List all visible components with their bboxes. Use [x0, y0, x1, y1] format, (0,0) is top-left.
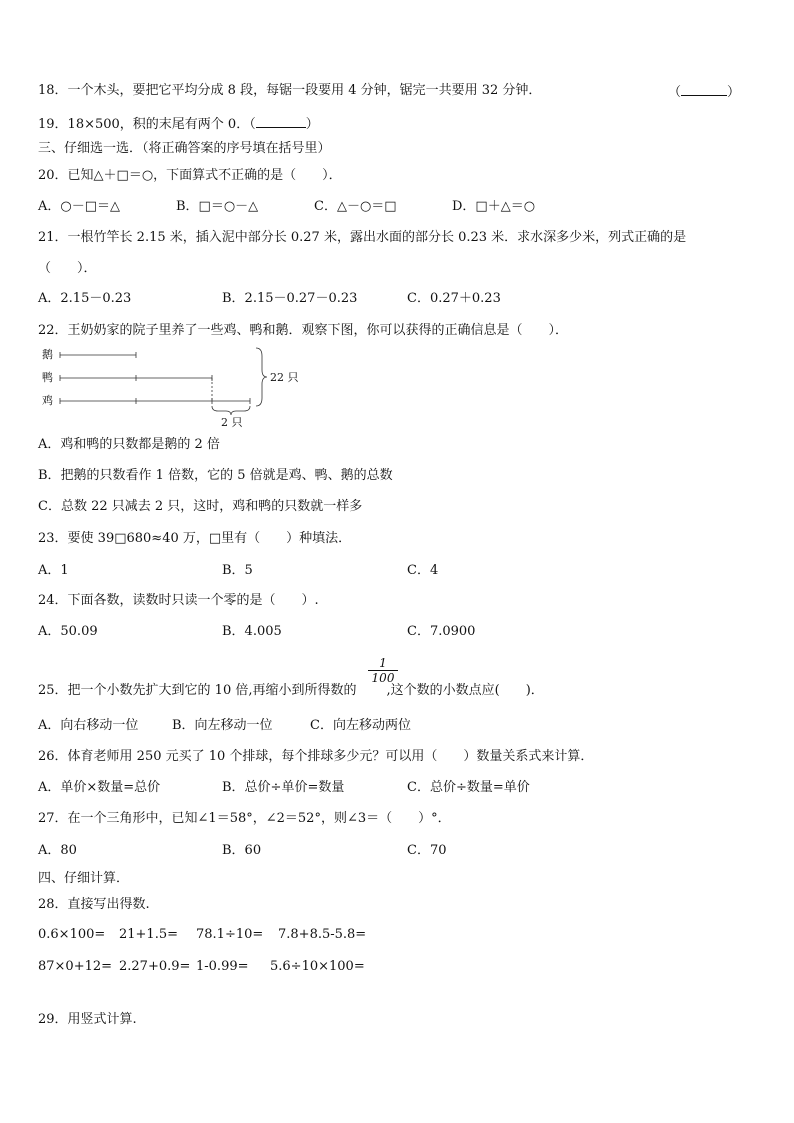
diagram-label-goose: 鹅	[42, 348, 53, 361]
q20-option-a[interactable]: A．○－□＝△	[38, 199, 121, 214]
q25-option-a[interactable]: A．向右移动一位	[38, 718, 139, 733]
difference-brace	[212, 406, 250, 415]
calc-item: 7.8+8.5-5.8=	[278, 927, 367, 942]
fraction-one-hundredth	[368, 656, 398, 685]
calc-item: 1-0.99=	[196, 959, 249, 974]
diagram-label-duck: 鸭	[42, 371, 53, 384]
question-18	[38, 82, 541, 100]
q27-option-a[interactable]: A．80	[38, 843, 77, 858]
calc-item: 21+1.5=	[119, 927, 179, 942]
q26-option-a[interactable]: A．单价×数量=总价	[38, 780, 161, 795]
diagram-label-chicken: 鸡	[42, 394, 53, 407]
q22-option-c[interactable]: C．总数 22 只减去 2 只，这时，鸡和鸭的只数就一样多	[38, 499, 363, 514]
question-19-answer-blank[interactable]: （ ）	[249, 117, 319, 132]
q21-option-a[interactable]: A．2.15－0.23	[38, 291, 132, 306]
calc-item: 2.27+0.9=	[119, 959, 191, 974]
fraction-denominator: 100	[371, 671, 395, 685]
question-29: 29．用竖式计算.	[38, 1012, 137, 1027]
section-4-heading: 四、仔细计算．	[38, 871, 130, 886]
question-25-text-before: 25．把一个小数先扩大到它的 10 倍,再缩小到所得数的	[38, 683, 357, 698]
question-18-answer-blank[interactable]: （ ）	[668, 82, 740, 102]
q20-option-b[interactable]: B．□＝○－△	[176, 199, 259, 214]
q27-option-c[interactable]: C．70	[407, 843, 447, 858]
goose-segment	[60, 352, 136, 358]
diagram-total-label: 22 只	[270, 371, 298, 384]
total-brace	[256, 348, 267, 406]
q25-option-b[interactable]: B．向左移动一位	[172, 718, 273, 733]
question-18-text: 18．一个木头，要把它平均分成 8 段，每锯一段要用 4 分钟，锯完一共要用 32 分钟．	[38, 83, 542, 98]
question-28: 28．直接写出得数.	[38, 897, 150, 912]
question-21-paren[interactable]: （ ）．	[38, 261, 97, 276]
section-3-heading: 三、仔细选一选．（将正确答案的序号填在括号里）	[38, 141, 331, 156]
q25-option-c[interactable]: C．向左移动两位	[310, 718, 411, 733]
calc-item: 0.6×100=	[38, 927, 106, 942]
q20-option-d[interactable]: D．□＋△＝○	[452, 199, 536, 214]
q23-option-a[interactable]: A．1	[38, 563, 69, 578]
fraction-numerator: 1	[368, 656, 398, 671]
q23-option-c[interactable]: C．4	[407, 563, 439, 578]
q22-option-a[interactable]: A．鸡和鸭的只数都是鹅的 2 倍	[38, 437, 220, 452]
question-27: 27．在一个三角形中，已知∠1＝58°，∠2＝52°，则∠3＝（ ）°．	[38, 811, 451, 826]
q21-option-b[interactable]: B．2.15－0.27－0.23	[222, 291, 358, 306]
calc-item: 5.6÷10×100=	[270, 959, 365, 974]
line-segment-diagram	[38, 344, 298, 432]
question-21: 21．一根竹竿长 2.15 米，插入泥中部分长 0.27 米，露出水面的部分长 0.23 米．求水深多少米，列式正确的是	[38, 230, 687, 245]
question-19-text: 19．18×500，积的末尾有两个 0．	[38, 117, 250, 132]
question-25-text-after: ,这个数的小数点应( )．	[386, 683, 544, 698]
q23-option-b[interactable]: B．5	[222, 563, 253, 578]
q27-option-b[interactable]: B．60	[222, 843, 262, 858]
question-23: 23．要使 39□680≈40 万，□里有（ ）种填法．	[38, 531, 352, 546]
question-26: 26．体育老师用 250 元买了 10 个排球，每个排球多少元？可以用（ ）数量关系式来计算．	[38, 749, 594, 764]
question-20: 20．已知△＋□＝○，下面算式不正确的是（ ）．	[38, 168, 342, 183]
calc-item: 87×0+12=	[38, 959, 113, 974]
q26-option-c[interactable]: C．总价÷数量=单价	[407, 780, 530, 795]
q24-option-c[interactable]: C．7.0900	[407, 624, 476, 639]
calc-item: 78.1÷10=	[196, 927, 264, 942]
q26-option-b[interactable]: B．总价÷单价=数量	[222, 780, 345, 795]
q22-option-b[interactable]: B．把鹅的只数看作 1 倍数，它的 5 倍就是鸡、鸭、鹅的总数	[38, 468, 393, 483]
q21-option-c[interactable]: C．0.27＋0.23	[407, 291, 501, 306]
chicken-segment	[60, 378, 250, 404]
question-24: 24．下面各数，读数时只读一个零的是（ ）.	[38, 593, 319, 608]
question-19	[38, 114, 319, 134]
question-22: 22．王奶奶家的院子里养了一些鸡、鸭和鹅．观察下图，你可以获得的正确信息是（ ）．	[38, 323, 569, 338]
duck-segment	[60, 375, 212, 381]
question-25	[38, 682, 544, 700]
q24-option-b[interactable]: B．4.005	[222, 624, 282, 639]
q20-option-c[interactable]: C．△－○＝□	[314, 199, 397, 214]
q24-option-a[interactable]: A．50.09	[38, 624, 98, 639]
diagram-diff-label: 2 只	[221, 416, 243, 429]
